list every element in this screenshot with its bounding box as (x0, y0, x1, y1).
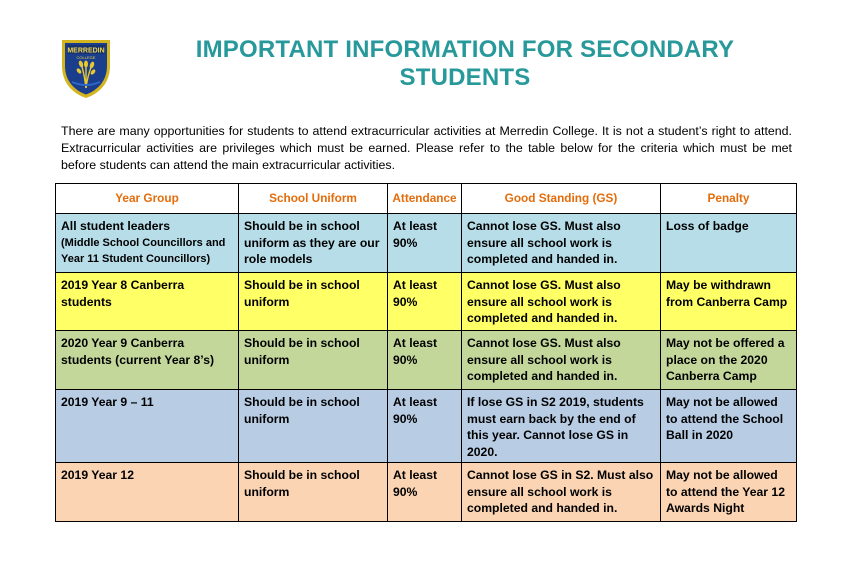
table-row (56, 463, 797, 522)
merredin-college-crest-logo (58, 36, 114, 100)
cell-school-uniform: Should be in school uniform (239, 463, 388, 522)
cell-penalty: May be withdrawn from Canberra Camp (661, 273, 797, 331)
year-group-subtext: (Middle School Councillors and Year 11 Student Councillors) (61, 236, 226, 265)
cell-school-uniform: Should be in school uniform (239, 331, 388, 390)
cell-good-standing: Cannot lose GS. Must also ensure all school work is completed and handed in. (462, 214, 661, 273)
cell-school-uniform: Should be in school uniform (239, 390, 388, 463)
cell-attendance: At least 90% (388, 214, 462, 273)
year-group-text: All student leaders (61, 219, 171, 233)
column-header-year-group: Year Group (56, 184, 239, 214)
intro-paragraph: There are many opportunities for students to attend extracurricular activities at Merredin College. It is not a student’s right to attend. Extracurricular activities are privileges which must be earned. Please refer to the table below for the criteria which must be met before students can attend the main extracurricular activities. (61, 124, 792, 173)
cell-penalty: May not be allowed to attend the Year 12 Awards Night (661, 463, 797, 522)
cell-year-group: 2020 Year 9 Canberra students (current Year 8’s) (56, 331, 239, 390)
table-row (56, 331, 797, 390)
column-header-good-standing: Good Standing (GS) (462, 184, 661, 214)
table-row (56, 390, 797, 463)
cell-school-uniform: Should be in school uniform as they are our role models (239, 214, 388, 273)
cell-good-standing: If lose GS in S2 2019, students must earn back by the end of this year. Cannot lose GS in 2020. (462, 390, 661, 463)
cell-good-standing: Cannot lose GS in S2. Must also ensure all school work is completed and handed in. (462, 463, 661, 522)
table-header-row (56, 184, 797, 214)
table-row (56, 273, 797, 331)
crest-name-text: MERREDIN (67, 47, 105, 55)
cell-year-group: 2019 Year 12 (56, 463, 239, 522)
cell-year-group (56, 214, 239, 273)
cell-attendance: At least 90% (388, 390, 462, 463)
cell-penalty: May not be offered a place on the 2020 Canberra Camp (661, 331, 797, 390)
title-line-1: IMPORTANT INFORMATION FOR SECONDARY (195, 36, 735, 63)
cell-good-standing: Cannot lose GS. Must also ensure all school work is completed and handed in. (462, 331, 661, 390)
cell-penalty: May not be allowed to attend the School Ball in 2020 (661, 390, 797, 463)
column-header-attendance: Attendance (388, 184, 462, 214)
criteria-table (55, 183, 797, 522)
cell-school-uniform: Should be in school uniform (239, 273, 388, 331)
cell-attendance: At least 90% (388, 463, 462, 522)
cell-year-group: 2019 Year 8 Canberra students (56, 273, 239, 331)
cell-year-group: 2019 Year 9 – 11 (56, 390, 239, 463)
crest-sub-text: COLLEGE (76, 55, 96, 60)
page-title (150, 36, 780, 92)
cell-attendance: At least 90% (388, 273, 462, 331)
cell-good-standing: Cannot lose GS. Must also ensure all school work is completed and handed in. (462, 273, 661, 331)
cell-penalty: Loss of badge (661, 214, 797, 273)
cell-attendance: At least 90% (388, 331, 462, 390)
column-header-school-uniform: School Uniform (239, 184, 388, 214)
title-line-2: STUDENTS (399, 64, 531, 91)
table-row (56, 214, 797, 273)
column-header-penalty: Penalty (661, 184, 797, 214)
